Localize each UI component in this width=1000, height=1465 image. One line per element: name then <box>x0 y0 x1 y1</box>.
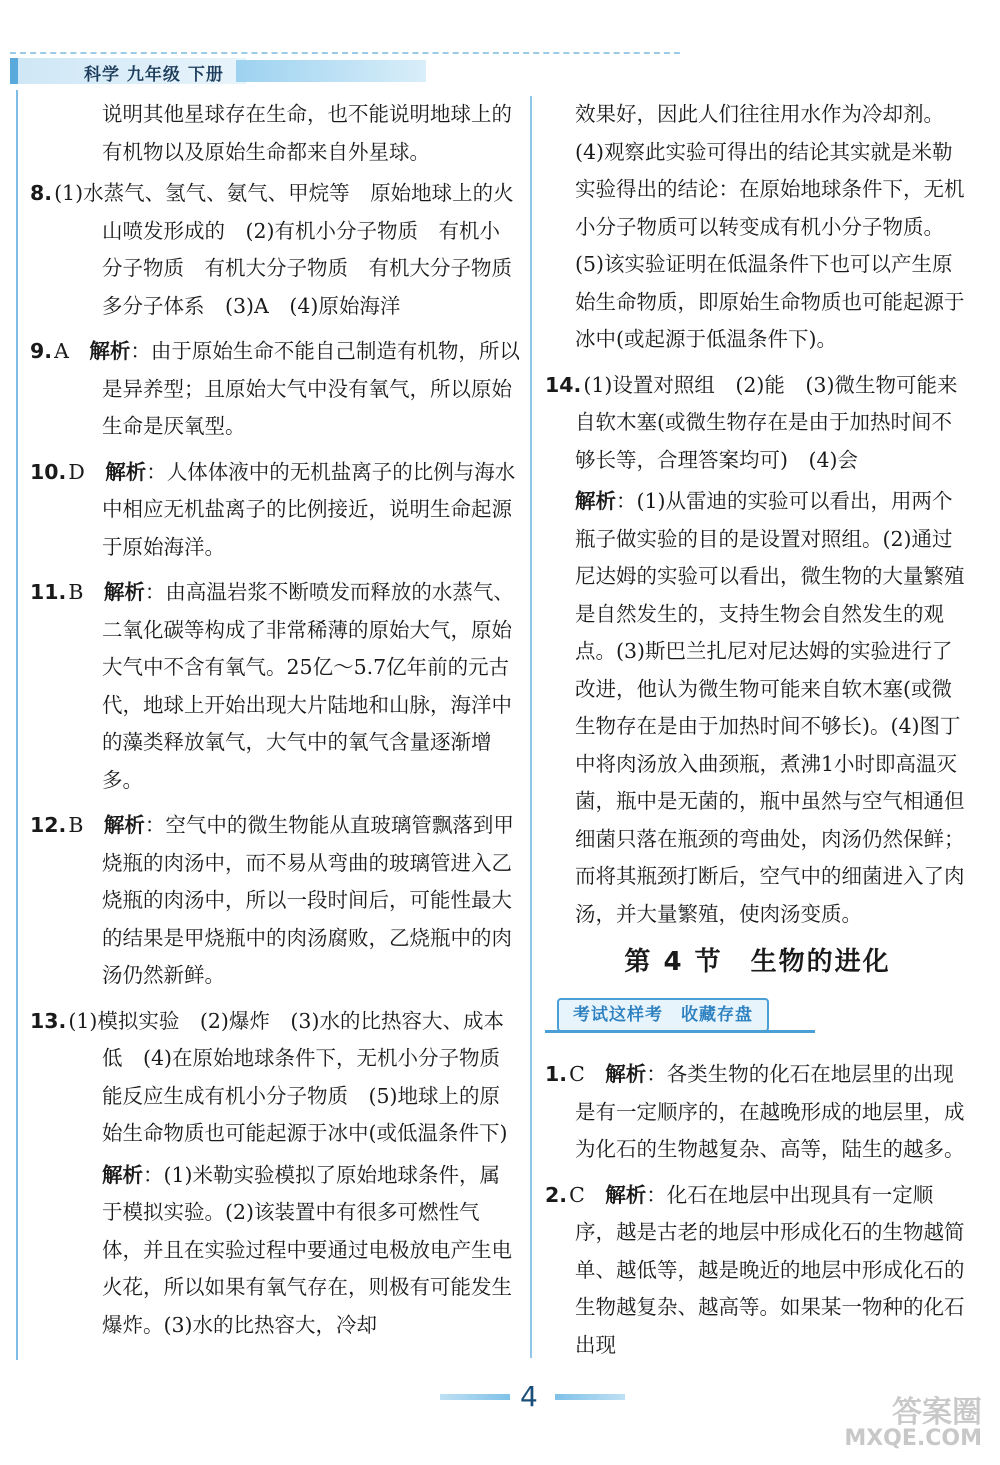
answer-entry <box>30 96 520 171</box>
answer-entry <box>545 1177 970 1365</box>
question-number: 14. <box>545 372 582 397</box>
question-number: 2. <box>545 1182 568 1207</box>
answer-text: ：(1)米勒实验模拟了原始地球条件，属于模拟实验。(2)该装置中有很多可燃性气体，并且在实验过程中要通过电极放电产生电火花，所以如果有氧气存在，则极有可能发生爆炸。(3)水的比热容大，冷却 <box>102 1162 512 1337</box>
column-divider <box>530 96 532 1358</box>
answer-text-wrap <box>30 454 520 567</box>
answer-entry <box>30 1157 520 1345</box>
answer-choice: A <box>54 339 69 363</box>
section-title: 第 4 节 生物的进化 <box>624 947 891 977</box>
question-number: 9. <box>30 339 53 363</box>
answer-text: ：化石在地层中出现具有一定顺序，越是古老的地层中形成化石的生物越简单、越低等，越是晚近的地层中形成化石的生物越复杂、越高等。如果某一物种的化石出现 <box>575 1182 965 1357</box>
answer-choice: B <box>68 580 84 604</box>
exam-banner-label: 考试这样考 收藏存盘 <box>557 998 769 1032</box>
answer-text: (1)设置对照组 (2)能 (3)微生物可能来自软木塞(或微生物存在是由于加热时间不够长等，合理答案均可) (4)会 <box>575 372 958 472</box>
answer-entry <box>30 1003 520 1153</box>
answer-text: 说明其他星球存在生命，也不能说明地球上的有机物以及原始生命都来自外星球。 <box>102 102 512 164</box>
answer-entry <box>545 1056 970 1169</box>
answer-text-wrap <box>545 1177 970 1365</box>
answer-entry <box>30 175 533 325</box>
answer-entry <box>545 96 970 359</box>
answer-text-wrap <box>30 807 520 995</box>
answer-text-wrap <box>545 1056 970 1169</box>
exam-banner <box>545 998 970 1042</box>
right-column <box>545 96 970 1372</box>
watermark-logo <box>802 1395 982 1460</box>
header-dashed-line <box>10 52 680 54</box>
header-decorative-bar <box>236 60 426 82</box>
answer-choice: C <box>569 1062 585 1086</box>
answer-text-wrap <box>30 175 533 325</box>
question-number: 10. <box>30 459 67 484</box>
watermark-domain: MXQE.COM <box>844 1426 982 1451</box>
answer-text-wrap <box>30 333 520 446</box>
answer-choice: D <box>68 459 85 484</box>
answer-text: 效果好，因此人们往往用水作为冷却剂。(4)观察此实验可得出的结论其实就是米勒实验得出的结论：在原始地球条件下，无机小分子物质可以转变成有机小分子物质。(5)该实验证明在低温条件下也可以产生原始生命物质，即原始生命物质也可能起源于冰中(或起源于低温条件下)。 <box>575 102 965 351</box>
analysis-label: 解析 <box>89 339 131 363</box>
question-number: 11. <box>30 580 67 604</box>
analysis-label: 解析 <box>605 1182 647 1207</box>
answer-entry <box>30 574 520 799</box>
analysis-label: 解析 <box>103 813 145 837</box>
answer-text: ：由高温岩浆不断喷发而释放的水蒸气、二氧化碳等构成了非常稀薄的原始大气，原始大气中不含有氧气。25亿～5.7亿年前的元古代，地球上开始出现大片陆地和山脉，海洋中的藻类释放氧气，大气中的氧气含量逐渐增多。 <box>102 580 514 792</box>
analysis-label: 解析 <box>575 489 616 513</box>
answer-text-wrap <box>30 1003 520 1153</box>
answer-text: ：由于原始生命不能自己制造有机物，所以是异养型；且原始大气中没有氧气，所以原始生命是厌氧型。 <box>102 339 520 438</box>
answer-text: (1)水蒸气、氢气、氨气、甲烷等 原始地球上的火山喷发形成的 (2)有机小分子物质 有机小分子物质 有机大分子物质 有机大分子物质 多分子体系 (3)A (4)原始海洋 <box>54 181 533 318</box>
answer-text-wrap <box>30 574 520 799</box>
answer-text: ：各类生物的化石在地层里的出现是有一定顺序的，在越晚形成的地层里，成为化石的生物越复杂、高等，陆生的越多。 <box>575 1062 965 1161</box>
answer-text-wrap <box>545 367 970 480</box>
analysis-label: 解析 <box>105 459 147 484</box>
banner-underline <box>545 1030 815 1033</box>
answer-choice: C <box>569 1182 585 1207</box>
analysis-label: 解析 <box>103 580 145 604</box>
question-number: 13. <box>30 1008 67 1033</box>
question-number: 12. <box>30 813 67 837</box>
watermark-text: 答案圈 <box>892 1395 982 1430</box>
answer-text-wrap <box>30 1157 520 1345</box>
question-number: 8. <box>30 181 53 205</box>
answer-entry <box>30 333 520 446</box>
question-number: 1. <box>545 1062 568 1086</box>
left-column <box>30 96 533 1352</box>
analysis-label: 解析 <box>605 1062 647 1086</box>
answer-entry <box>545 367 970 480</box>
answer-entry <box>30 807 520 995</box>
answer-choice: B <box>68 813 84 837</box>
left-margin-rule <box>16 90 18 1360</box>
page-number: 4 <box>520 1380 538 1413</box>
answer-text: ：(1)从雷迪的实验可以看出，用两个瓶子做实验的目的是设置对照组。(2)通过尼达姆的实验可以看出，微生物的大量繁殖是自然发生的，支持生物会自然发生的观点。(3)斯巴兰扎尼对尼达姆的实验进行了改进，他认为微生物可能来自软木塞(或微生物存在是由于加热时间不够长)。(4)图丁中将肉汤放入曲颈瓶，煮沸1小时即高温灭菌，瓶中是无菌的，瓶中虽然与空气相通但细菌只落在瓶颈的弯曲处，肉汤仍然保鲜；而将其瓶颈打断后，空气中的细菌进入了肉汤，并大量繁殖，使肉汤变质。 <box>575 489 965 926</box>
answer-text: (1)模拟实验 (2)爆炸 (3)水的比热容大、成本低 (4)在原始地球条件下，无机小分子物质能反应生成有机小分子物质 (5)地球上的原始生命物质也可能起源于冰中(或低温条件下) <box>68 1008 508 1145</box>
footer-ornament-right <box>555 1394 625 1400</box>
footer-ornament-left <box>440 1394 510 1400</box>
analysis-label: 解析 <box>102 1162 143 1187</box>
answer-text: ：空气中的微生物能从直玻璃管飘落到甲烧瓶的肉汤中，而不易从弯曲的玻璃管进入乙烧瓶的肉汤中，所以一段时间后，可能性最大的结果是甲烧瓶中的肉汤腐败，乙烧瓶中的肉汤仍然新鲜。 <box>102 813 514 987</box>
page-header <box>0 48 1000 88</box>
answer-entry <box>30 454 520 567</box>
answer-entry <box>545 483 970 933</box>
book-title: 科学 九年级 下册 <box>84 65 224 85</box>
answer-text: ：人体体液中的无机盐离子的比例与海水中相应无机盐离子的比例接近，说明生命起源于原始海洋。 <box>102 459 516 559</box>
answer-text-wrap <box>545 483 970 933</box>
